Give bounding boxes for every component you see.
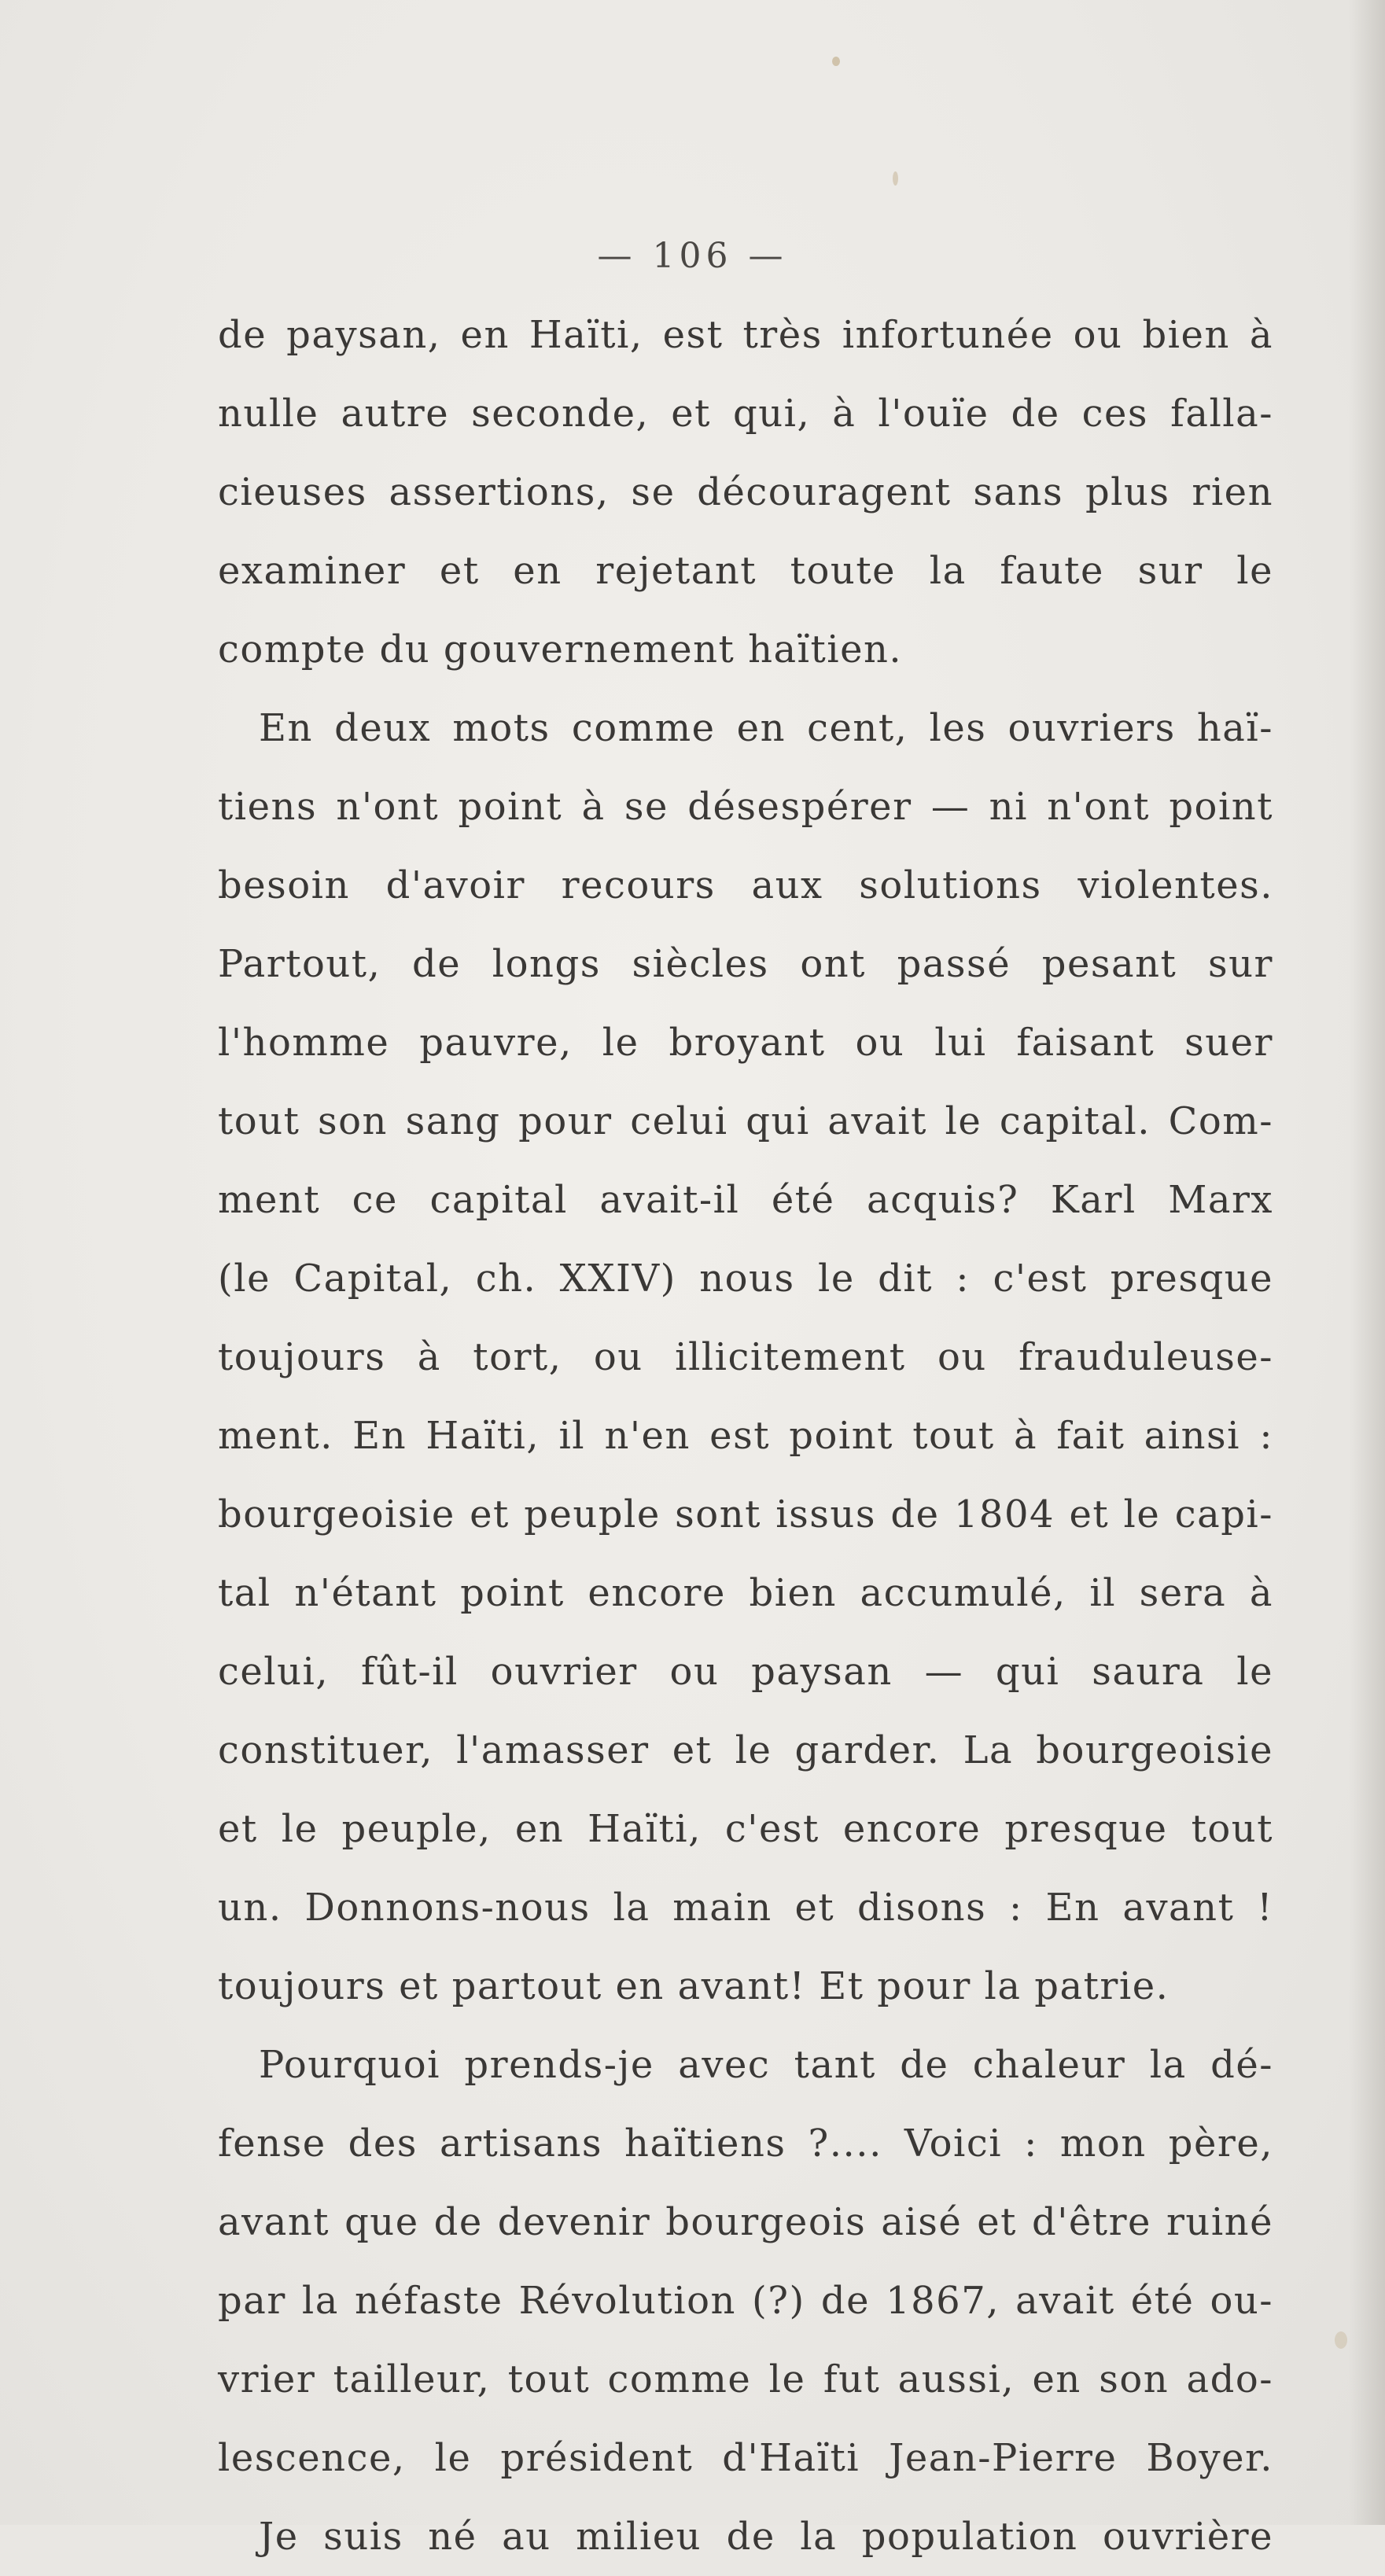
page-edge-shadow <box>1349 0 1385 2525</box>
text-line: lescence, le président d'Haïti Jean-Pierre Boyer. <box>218 2436 1273 2480</box>
paper-speck <box>832 57 840 66</box>
text-line: constituer, l'amasser et le garder. La bourgeoisie <box>218 1728 1273 1772</box>
text-line: avant que de devenir bourgeois aisé et d'être ruiné <box>218 2200 1273 2244</box>
text-line: Pourquoi prends-je avec tant de chaleur la dé- <box>259 2043 1273 2087</box>
text-line: et le peuple, en Haïti, c'est encore presque tout <box>218 1807 1273 1851</box>
text-line: bourgeoisie et peuple sont issus de 1804 et le capi- <box>218 1492 1273 1536</box>
text-line: cieuses assertions, se découragent sans plus rien <box>218 470 1273 514</box>
text-line: Partout, de longs siècles ont passé pesant sur <box>218 942 1273 986</box>
text-line: ment ce capital avait-il été acquis? Karl Marx <box>218 1178 1273 1222</box>
text-line: examiner et en rejetant toute la faute sur le <box>218 549 1273 593</box>
text-line: En deux mots comme en cent, les ouvriers haï- <box>259 706 1273 750</box>
text-line: par la néfaste Révolution (?) de 1867, avait été ou- <box>218 2279 1273 2323</box>
text-line: celui, fût-il ouvrier ou paysan — qui saura le <box>218 1650 1273 1694</box>
text-line: besoin d'avoir recours aux solutions violentes. <box>218 863 1273 907</box>
text-line: l'homme pauvre, le broyant ou lui faisant suer <box>218 1021 1273 1065</box>
paper-speck <box>1335 2331 1347 2349</box>
text-line: (le Capital, ch. XXIV) nous le dit : c'est presque <box>218 1257 1273 1301</box>
text-line: tout son sang pour celui qui avait le capital. Com- <box>218 1099 1273 1143</box>
text-line: ment. En Haïti, il n'en est point tout à fait ainsi : <box>218 1414 1273 1458</box>
text-line: un. Donnons-nous la main et disons : En avant ! <box>218 1886 1273 1930</box>
text-line: toujours à tort, ou illicitement ou frauduleuse- <box>218 1335 1273 1379</box>
body-text <box>218 296 1273 2576</box>
text-line: nulle autre seconde, et qui, à l'ouïe de ces falla- <box>218 392 1273 436</box>
text-line: tiens n'ont point à se désespérer — ni n'ont point <box>218 785 1273 829</box>
text-line: tal n'étant point encore bien accumulé, il sera à <box>218 1571 1273 1615</box>
text-line: toujours et partout en avant! Et pour la patrie. <box>218 1964 1170 2008</box>
page-number: — 106 — <box>597 236 788 276</box>
text-line: Je suis né au milieu de la population ouvrière <box>259 2515 1273 2559</box>
text-line: fense des artisans haïtiens ?.... Voici : mon père, <box>218 2122 1273 2166</box>
text-line: compte du gouvernement haïtien. <box>218 627 903 672</box>
paper-speck <box>893 171 898 186</box>
text-line: de paysan, en Haïti, est très infortunée ou bien à <box>218 313 1273 357</box>
text-line: vrier tailleur, tout comme le fut aussi, en son ado- <box>218 2357 1273 2401</box>
